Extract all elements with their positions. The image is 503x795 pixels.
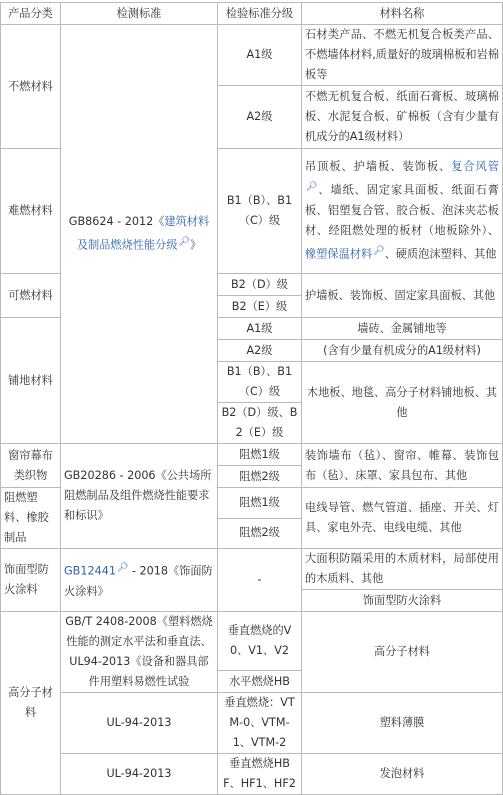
standard-link[interactable]: 建筑材料及制品燃烧性能分级	[76, 215, 210, 252]
grade-cell: 水平燃烧HB	[218, 671, 302, 693]
material-cell: 墙砖、金属铺地等	[302, 318, 503, 340]
grade-cell: B2（D）级、B2（E）级	[218, 403, 302, 444]
standard-cell-gb20286: GB20286 - 2006《公共场所阻燃制品及组件燃烧性能要求和标识》	[61, 444, 218, 549]
category-cell: 铺地材料	[1, 318, 61, 444]
grade-cell: 阻燃2级	[218, 518, 302, 549]
standard-link[interactable]: GB12441	[64, 564, 116, 578]
category-cell: 饰面型防火涂料	[1, 549, 61, 612]
material-cell: 护墙板、装饰板、固定家具面板、其他	[302, 274, 503, 318]
category-cell: 可燃材料	[1, 274, 61, 318]
category-cell: 窗帘幕布类织物	[1, 444, 61, 488]
material-cell: 发泡材料	[302, 754, 503, 795]
grade-cell: B2（D）级	[218, 274, 302, 296]
category-cell: 不燃材料	[1, 25, 61, 149]
standard-cell-gb8624: GB8624 - 2012《建筑材料及制品燃烧性能分级🔎︎》	[61, 25, 218, 444]
standard-cell-gb12441: GB12441🔎︎ - 2018《饰面防火涂料》	[61, 549, 218, 612]
search-icon: 🔎︎	[306, 182, 319, 193]
material-cell: 装饰墙布（毡）、窗帘、帷幕、装饰包布（毡）、床罩、家具包布、其他	[302, 444, 503, 488]
table-row	[1, 754, 503, 795]
material-cell: 高分子材料	[302, 612, 503, 693]
material-cell: 饰面型防火涂料	[302, 590, 503, 612]
grade-cell: 垂直燃烧的V0、V1、V2	[218, 612, 302, 671]
table-row	[1, 612, 503, 671]
grade-cell: A2级	[218, 340, 302, 362]
table-row	[1, 444, 503, 466]
category-cell: 难燃材料	[1, 149, 61, 274]
search-icon: 🔎︎	[178, 237, 190, 248]
material-cell: 吊顶板、护墙板、装饰板、复合风管🔎︎、墙纸、固定家具面板、纸面石膏板、铝塑复合管、胶合板、泡沫夹芯板材、经阻燃处理的板材（地板除外）、橡塑保温材料🔎︎、硬质泡沫塑料、其他	[302, 149, 503, 274]
grade-cell: 垂直燃烧HBF、HF1、HF2	[218, 754, 302, 795]
standard-cell-gb2408: GB/T 2408-2008《塑料燃烧性能的测定水平法和垂直法、UL94-2013《设备和器具部件用塑料易燃性试验	[61, 612, 218, 693]
header-category: 产品分类	[1, 3, 61, 25]
grade-cell: 阻燃1级	[218, 488, 302, 519]
header-standard: 检测标准	[61, 3, 218, 25]
search-icon: 🔎︎	[116, 563, 129, 574]
grade-cell: A1级	[218, 318, 302, 340]
grade-cell: A2级	[218, 86, 302, 149]
grade-cell: B2（E）级	[218, 296, 302, 318]
category-cell: 高分子材料	[1, 612, 61, 795]
grade-cell: 阻燃2级	[218, 466, 302, 488]
grade-cell: B1（B）、B1（C）级	[218, 362, 302, 403]
header-material: 材料名称	[302, 3, 503, 25]
table-row	[1, 25, 503, 86]
material-link-insulation[interactable]: 橡塑保温材料	[305, 247, 373, 261]
table-header-row	[1, 3, 503, 25]
material-cell: 大面积防隔采用的木质材料，局部使用的木质料、其他	[302, 549, 503, 590]
header-grade: 检验标准分级	[218, 3, 302, 25]
grade-cell: A1级	[218, 25, 302, 86]
table-row	[1, 549, 503, 590]
material-cell: 电线导管、燃气管道、插座、开关、灯具、家电外壳、电线电缆、其他	[302, 488, 503, 549]
grade-cell: B1（B）、B1（C）级	[218, 149, 302, 274]
grade-cell: 垂直燃烧：VTM-0、VTM-1、VTM-2	[218, 693, 302, 754]
table-row	[1, 693, 503, 754]
grade-cell: -	[218, 549, 302, 612]
standard-cell-ul94: UL-94-2013	[61, 754, 218, 795]
grade-cell: 阻燃1级	[218, 444, 302, 466]
fire-rating-table	[0, 2, 503, 795]
material-cell: (含有少量有机成分的A1级材料)	[302, 340, 503, 362]
material-cell: 木地板、地毯、高分子材料铺地板、其他	[302, 362, 503, 444]
category-cell: 阻燃塑料、橡胶制品	[1, 488, 61, 549]
material-cell: 不燃无机复合板、纸面石膏板、玻璃棉板、水泥复合板、矿棉板（含有少量有机成分的A1级材料）	[302, 86, 503, 149]
material-link-duct[interactable]: 复合风管	[451, 160, 499, 174]
material-cell: 石材类产品、不燃无机复合板类产品、不燃墙体材料,质量好的玻璃棉板和岩棉板等	[302, 25, 503, 86]
search-icon: 🔎︎	[373, 246, 385, 256]
standard-cell-ul94: UL-94-2013	[61, 693, 218, 754]
material-cell: 塑料薄膜	[302, 693, 503, 754]
